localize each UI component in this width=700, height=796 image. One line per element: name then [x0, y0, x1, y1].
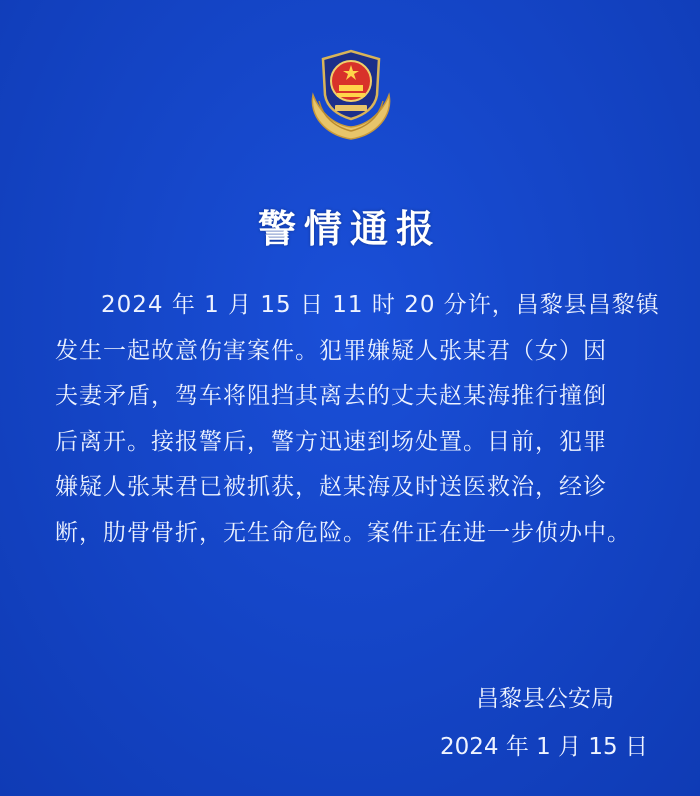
notice-body [55, 283, 660, 556]
body-line: 发生一起故意伤害案件。犯罪嫌疑人张某君（女）因 [55, 337, 607, 364]
issuer-name: 昌黎县公安局 [476, 686, 614, 712]
body-line: 后离开。接报警后，警方迅速到场处置。目前，犯罪 [55, 428, 607, 455]
body-line: 夫妻矛盾，驾车将阻挡其离去的丈夫赵某海推行撞倒 [55, 383, 607, 409]
police-badge-icon [305, 45, 397, 143]
signature-block [440, 675, 650, 771]
body-line: 2024 年 1 月 15 日 11 时 20 分许，昌黎县昌黎镇 [101, 292, 660, 318]
body-line: 嫌疑人张某君已被抓获，赵某海及时送医救治，经诊 [55, 474, 607, 500]
page-title: 警情通报 [257, 206, 442, 251]
body-line: 断，肋骨骨折，无生命危险。案件正在进一步侦办中。 [55, 519, 631, 546]
issue-date: 2024 年 1 月 15 日 [440, 734, 648, 760]
